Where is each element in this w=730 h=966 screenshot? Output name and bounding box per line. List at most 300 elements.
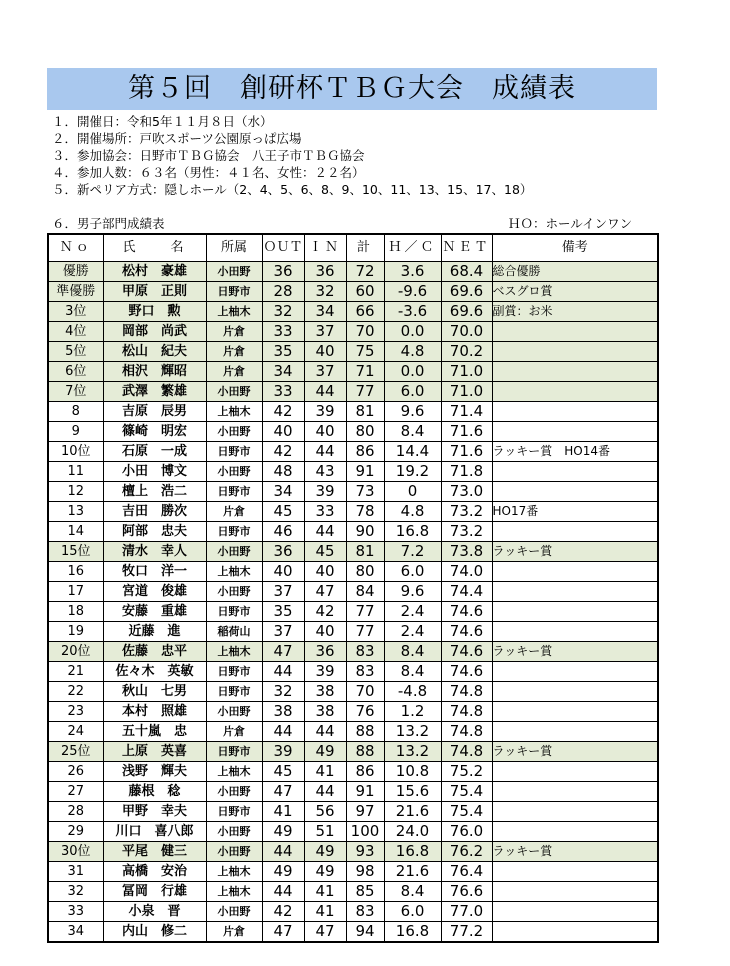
total-score-cell: 81	[346, 542, 384, 562]
table-row	[48, 342, 658, 362]
name-cell: 川口 喜八郎	[103, 822, 206, 842]
info-date: １．開催日：令和5年１１月８日（水）	[52, 114, 273, 129]
handicap-cell: 9.6	[384, 402, 441, 422]
rank-cell: 3位	[48, 302, 103, 322]
total-score-cell: 90	[346, 522, 384, 542]
club-cell: 日野市	[206, 282, 262, 302]
out-score-cell: 44	[262, 842, 304, 862]
out-score-cell: 47	[262, 782, 304, 802]
total-score-cell: 71	[346, 362, 384, 382]
table-row	[48, 322, 658, 342]
table-row	[48, 262, 658, 282]
out-score-cell: 49	[262, 822, 304, 842]
out-score-cell: 37	[262, 622, 304, 642]
out-score-cell: 41	[262, 802, 304, 822]
name-cell: 冨岡 行雄	[103, 882, 206, 902]
out-score-cell: 42	[262, 902, 304, 922]
name-cell: 松山 紀夫	[103, 342, 206, 362]
in-score-cell: 39	[304, 482, 346, 502]
club-cell: 小田野	[206, 702, 262, 722]
name-cell: 藤根 稔	[103, 782, 206, 802]
handicap-cell: 3.6	[384, 262, 441, 282]
net-score-cell: 76.2	[441, 842, 492, 862]
note-cell: ラッキー賞	[492, 742, 658, 762]
note-cell: ベスグロ賞	[492, 282, 658, 302]
header-out: ＯＵＴ	[262, 234, 304, 262]
rank-cell: 17	[48, 582, 103, 602]
total-score-cell: 60	[346, 282, 384, 302]
in-score-cell: 43	[304, 462, 346, 482]
note-cell: ラッキー賞	[492, 842, 658, 862]
net-score-cell: 76.6	[441, 882, 492, 902]
total-score-cell: 97	[346, 802, 384, 822]
club-cell: 小田野	[206, 582, 262, 602]
club-cell: 日野市	[206, 662, 262, 682]
net-score-cell: 75.2	[441, 762, 492, 782]
rank-cell: 23	[48, 702, 103, 722]
club-cell: 日野市	[206, 802, 262, 822]
club-cell: 片倉	[206, 922, 262, 943]
name-cell: 内山 修二	[103, 922, 206, 943]
table-row	[48, 502, 658, 522]
net-score-cell: 71.8	[441, 462, 492, 482]
rank-cell: 7位	[48, 382, 103, 402]
net-score-cell: 71.0	[441, 382, 492, 402]
note-cell: 副賞：お米	[492, 302, 658, 322]
rank-cell: 34	[48, 922, 103, 943]
title-banner	[47, 68, 657, 110]
net-score-cell: 71.0	[441, 362, 492, 382]
in-score-cell: 37	[304, 322, 346, 342]
total-score-cell: 73	[346, 482, 384, 502]
rank-cell: 21	[48, 662, 103, 682]
total-score-cell: 83	[346, 902, 384, 922]
info-participants: ４．参加人数：６３名（男性：４１名、女性：２２名）	[52, 165, 365, 180]
in-score-cell: 41	[304, 882, 346, 902]
total-score-cell: 86	[346, 762, 384, 782]
name-cell: 武澤 繁雄	[103, 382, 206, 402]
table-row	[48, 462, 658, 482]
out-score-cell: 45	[262, 762, 304, 782]
name-cell: 上原 英喜	[103, 742, 206, 762]
note-cell	[492, 362, 658, 382]
handicap-cell: 0	[384, 482, 441, 502]
total-score-cell: 86	[346, 442, 384, 462]
out-score-cell: 47	[262, 642, 304, 662]
rank-cell: 15位	[48, 542, 103, 562]
note-cell	[492, 922, 658, 943]
name-cell: 野口 勲	[103, 302, 206, 322]
in-score-cell: 44	[304, 522, 346, 542]
club-cell: 日野市	[206, 602, 262, 622]
in-score-cell: 38	[304, 702, 346, 722]
net-score-cell: 74.4	[441, 582, 492, 602]
total-score-cell: 83	[346, 642, 384, 662]
note-cell	[492, 722, 658, 742]
club-cell: 小田野	[206, 382, 262, 402]
club-cell: 上柚木	[206, 302, 262, 322]
in-score-cell: 38	[304, 682, 346, 702]
rank-cell: 16	[48, 562, 103, 582]
out-score-cell: 44	[262, 882, 304, 902]
name-cell: 篠崎 明宏	[103, 422, 206, 442]
in-score-cell: 49	[304, 862, 346, 882]
name-cell: 秋山 七男	[103, 682, 206, 702]
table-row	[48, 902, 658, 922]
club-cell: 日野市	[206, 442, 262, 462]
ho-legend: ＨＯ：ホールインワン	[508, 216, 633, 231]
total-score-cell: 77	[346, 382, 384, 402]
in-score-cell: 40	[304, 342, 346, 362]
net-score-cell: 75.4	[441, 802, 492, 822]
net-score-cell: 69.6	[441, 282, 492, 302]
in-score-cell: 41	[304, 762, 346, 782]
net-score-cell: 77.0	[441, 902, 492, 922]
net-score-cell: 73.8	[441, 542, 492, 562]
table-row	[48, 862, 658, 882]
total-score-cell: 76	[346, 702, 384, 722]
table-row	[48, 402, 658, 422]
handicap-cell: 0.0	[384, 362, 441, 382]
club-cell: 上柚木	[206, 562, 262, 582]
handicap-cell: 24.0	[384, 822, 441, 842]
total-score-cell: 70	[346, 322, 384, 342]
note-cell: ラッキー賞	[492, 642, 658, 662]
out-score-cell: 42	[262, 442, 304, 462]
net-score-cell: 70.0	[441, 322, 492, 342]
total-score-cell: 85	[346, 882, 384, 902]
in-score-cell: 47	[304, 582, 346, 602]
table-row	[48, 702, 658, 722]
results-table	[47, 233, 659, 943]
handicap-cell: 7.2	[384, 542, 441, 562]
name-cell: 佐藤 忠平	[103, 642, 206, 662]
out-score-cell: 37	[262, 582, 304, 602]
club-cell: 小田野	[206, 902, 262, 922]
out-score-cell: 44	[262, 722, 304, 742]
info-section-title: ６．男子部門成績表	[52, 216, 165, 231]
in-score-cell: 36	[304, 262, 346, 282]
name-cell: 松村 豪雄	[103, 262, 206, 282]
total-score-cell: 100	[346, 822, 384, 842]
table-row	[48, 362, 658, 382]
name-cell: 高橋 安治	[103, 862, 206, 882]
in-score-cell: 41	[304, 902, 346, 922]
handicap-cell: -3.6	[384, 302, 441, 322]
name-cell: 宮道 俊雄	[103, 582, 206, 602]
handicap-cell: 8.4	[384, 642, 441, 662]
table-row	[48, 922, 658, 943]
out-score-cell: 36	[262, 542, 304, 562]
note-cell: 総合優勝	[492, 262, 658, 282]
club-cell: 上柚木	[206, 402, 262, 422]
club-cell: 小田野	[206, 462, 262, 482]
info-associations: ３．参加協会：日野市ＴＢＧ協会 八王子市ＴＢＧ協会	[52, 148, 365, 163]
in-score-cell: 44	[304, 782, 346, 802]
club-cell: 日野市	[206, 682, 262, 702]
out-score-cell: 46	[262, 522, 304, 542]
note-cell	[492, 322, 658, 342]
in-score-cell: 34	[304, 302, 346, 322]
out-score-cell: 49	[262, 862, 304, 882]
club-cell: 小田野	[206, 422, 262, 442]
handicap-cell: -9.6	[384, 282, 441, 302]
out-score-cell: 33	[262, 322, 304, 342]
in-score-cell: 56	[304, 802, 346, 822]
rank-cell: 29	[48, 822, 103, 842]
rank-cell: 8	[48, 402, 103, 422]
note-cell	[492, 582, 658, 602]
handicap-cell: -4.8	[384, 682, 441, 702]
in-score-cell: 44	[304, 442, 346, 462]
handicap-cell: 21.6	[384, 802, 441, 822]
handicap-cell: 16.8	[384, 522, 441, 542]
net-score-cell: 71.6	[441, 422, 492, 442]
out-score-cell: 44	[262, 662, 304, 682]
in-score-cell: 44	[304, 382, 346, 402]
out-score-cell: 35	[262, 602, 304, 622]
note-cell: ラッキー賞 HO14番	[492, 442, 658, 462]
rank-cell: 6位	[48, 362, 103, 382]
name-cell: 平尾 健三	[103, 842, 206, 862]
net-score-cell: 76.4	[441, 862, 492, 882]
rank-cell: 優勝	[48, 262, 103, 282]
club-cell: 上柚木	[206, 762, 262, 782]
club-cell: 片倉	[206, 722, 262, 742]
name-cell: 安藤 重雄	[103, 602, 206, 622]
handicap-cell: 10.8	[384, 762, 441, 782]
table-row	[48, 642, 658, 662]
note-cell	[492, 882, 658, 902]
rank-cell: 28	[48, 802, 103, 822]
net-score-cell: 74.8	[441, 722, 492, 742]
in-score-cell: 51	[304, 822, 346, 842]
handicap-cell: 19.2	[384, 462, 441, 482]
rank-cell: 20位	[48, 642, 103, 662]
in-score-cell: 49	[304, 742, 346, 762]
note-cell	[492, 482, 658, 502]
rank-cell: 31	[48, 862, 103, 882]
note-cell	[492, 802, 658, 822]
club-cell: 小田野	[206, 822, 262, 842]
rank-cell: 準優勝	[48, 282, 103, 302]
table-row	[48, 302, 658, 322]
net-score-cell: 74.8	[441, 742, 492, 762]
out-score-cell: 36	[262, 262, 304, 282]
club-cell: 上柚木	[206, 882, 262, 902]
name-cell: 石原 一成	[103, 442, 206, 462]
club-cell: 日野市	[206, 742, 262, 762]
table-row	[48, 522, 658, 542]
handicap-cell: 9.6	[384, 582, 441, 602]
total-score-cell: 98	[346, 862, 384, 882]
out-score-cell: 33	[262, 382, 304, 402]
rank-cell: 18	[48, 602, 103, 622]
header-club: 所属	[206, 234, 262, 262]
table-row	[48, 802, 658, 822]
header-net: ＮＥＴ	[441, 234, 492, 262]
rank-cell: 10位	[48, 442, 103, 462]
name-cell: 浅野 輝夫	[103, 762, 206, 782]
club-cell: 片倉	[206, 362, 262, 382]
total-score-cell: 72	[346, 262, 384, 282]
table-row	[48, 582, 658, 602]
note-cell	[492, 902, 658, 922]
rank-cell: 30位	[48, 842, 103, 862]
net-score-cell: 74.8	[441, 682, 492, 702]
club-cell: 小田野	[206, 262, 262, 282]
note-cell	[492, 382, 658, 402]
net-score-cell: 70.2	[441, 342, 492, 362]
in-score-cell: 40	[304, 622, 346, 642]
rank-cell: 14	[48, 522, 103, 542]
handicap-cell: 13.2	[384, 742, 441, 762]
rank-cell: 12	[48, 482, 103, 502]
handicap-cell: 4.8	[384, 342, 441, 362]
note-cell	[492, 782, 658, 802]
handicap-cell: 8.4	[384, 422, 441, 442]
in-score-cell: 47	[304, 922, 346, 943]
info-peoria-method: ５．新ペリア方式：隠しホール（2、4、5、6、8、9、10、11、13、15、17、18）	[52, 182, 533, 197]
in-score-cell: 44	[304, 722, 346, 742]
header-note: 備考	[492, 234, 658, 262]
handicap-cell: 1.2	[384, 702, 441, 722]
in-score-cell: 36	[304, 642, 346, 662]
note-cell	[492, 702, 658, 722]
net-score-cell: 75.4	[441, 782, 492, 802]
total-score-cell: 81	[346, 402, 384, 422]
page-title: 第５回 創研杯ＴＢＧ大会 成績表	[128, 73, 576, 104]
total-score-cell: 75	[346, 342, 384, 362]
table-row	[48, 762, 658, 782]
total-score-cell: 88	[346, 742, 384, 762]
net-score-cell: 73.2	[441, 522, 492, 542]
net-score-cell: 74.6	[441, 602, 492, 622]
handicap-cell: 6.0	[384, 562, 441, 582]
name-cell: 佐々木 英敏	[103, 662, 206, 682]
in-score-cell: 39	[304, 402, 346, 422]
in-score-cell: 45	[304, 542, 346, 562]
total-score-cell: 83	[346, 662, 384, 682]
rank-cell: 24	[48, 722, 103, 742]
handicap-cell: 8.4	[384, 882, 441, 902]
out-score-cell: 34	[262, 362, 304, 382]
header-in: ＩＮ	[304, 234, 346, 262]
note-cell	[492, 662, 658, 682]
header-total: 計	[346, 234, 384, 262]
rank-cell: 9	[48, 422, 103, 442]
table-row	[48, 842, 658, 862]
rank-cell: 19	[48, 622, 103, 642]
name-cell: 相沢 輝昭	[103, 362, 206, 382]
header-name: 氏 名	[103, 234, 206, 262]
club-cell: 日野市	[206, 482, 262, 502]
out-score-cell: 32	[262, 682, 304, 702]
note-cell	[492, 682, 658, 702]
net-score-cell: 74.6	[441, 642, 492, 662]
total-score-cell: 91	[346, 462, 384, 482]
net-score-cell: 76.0	[441, 822, 492, 842]
table-row	[48, 782, 658, 802]
table-row	[48, 682, 658, 702]
note-cell	[492, 342, 658, 362]
name-cell: 本村 照雄	[103, 702, 206, 722]
name-cell: 甲野 幸夫	[103, 802, 206, 822]
total-score-cell: 66	[346, 302, 384, 322]
total-score-cell: 80	[346, 562, 384, 582]
net-score-cell: 74.6	[441, 622, 492, 642]
total-score-cell: 77	[346, 622, 384, 642]
note-cell	[492, 402, 658, 422]
handicap-cell: 2.4	[384, 602, 441, 622]
note-cell	[492, 862, 658, 882]
out-score-cell: 45	[262, 502, 304, 522]
table-row	[48, 722, 658, 742]
rank-cell: 27	[48, 782, 103, 802]
rank-cell: 4位	[48, 322, 103, 342]
name-cell: 吉田 勝次	[103, 502, 206, 522]
in-score-cell: 37	[304, 362, 346, 382]
total-score-cell: 88	[346, 722, 384, 742]
handicap-cell: 6.0	[384, 382, 441, 402]
rank-cell: 13	[48, 502, 103, 522]
net-score-cell: 74.6	[441, 662, 492, 682]
note-cell	[492, 562, 658, 582]
handicap-cell: 16.8	[384, 922, 441, 943]
note-cell	[492, 462, 658, 482]
note-cell	[492, 602, 658, 622]
handicap-cell: 13.2	[384, 722, 441, 742]
out-score-cell: 28	[262, 282, 304, 302]
net-score-cell: 73.0	[441, 482, 492, 502]
table-row	[48, 562, 658, 582]
club-cell: 片倉	[206, 342, 262, 362]
table-row	[48, 822, 658, 842]
total-score-cell: 91	[346, 782, 384, 802]
rank-cell: 25位	[48, 742, 103, 762]
table-row	[48, 622, 658, 642]
rank-cell: 5位	[48, 342, 103, 362]
header-hc: Ｈ／Ｃ	[384, 234, 441, 262]
net-score-cell: 69.6	[441, 302, 492, 322]
club-cell: 小田野	[206, 842, 262, 862]
table-row	[48, 422, 658, 442]
club-cell: 小田野	[206, 782, 262, 802]
club-cell: 片倉	[206, 322, 262, 342]
rank-cell: 22	[48, 682, 103, 702]
out-score-cell: 40	[262, 422, 304, 442]
in-score-cell: 39	[304, 662, 346, 682]
net-score-cell: 77.2	[441, 922, 492, 943]
in-score-cell: 40	[304, 422, 346, 442]
out-score-cell: 47	[262, 922, 304, 943]
club-cell: 片倉	[206, 502, 262, 522]
table-row	[48, 382, 658, 402]
name-cell: 岡部 尚武	[103, 322, 206, 342]
name-cell: 甲原 正則	[103, 282, 206, 302]
table-row	[48, 882, 658, 902]
club-cell: 稲荷山	[206, 622, 262, 642]
out-score-cell: 32	[262, 302, 304, 322]
header-no: Ｎｏ	[48, 234, 103, 262]
in-score-cell: 49	[304, 842, 346, 862]
info-venue: ２．開催場所：戸吹スポーツ公園原っぱ広場	[52, 131, 302, 146]
in-score-cell: 33	[304, 502, 346, 522]
rank-cell: 11	[48, 462, 103, 482]
club-cell: 小田野	[206, 542, 262, 562]
name-cell: 吉原 辰男	[103, 402, 206, 422]
handicap-cell: 15.6	[384, 782, 441, 802]
